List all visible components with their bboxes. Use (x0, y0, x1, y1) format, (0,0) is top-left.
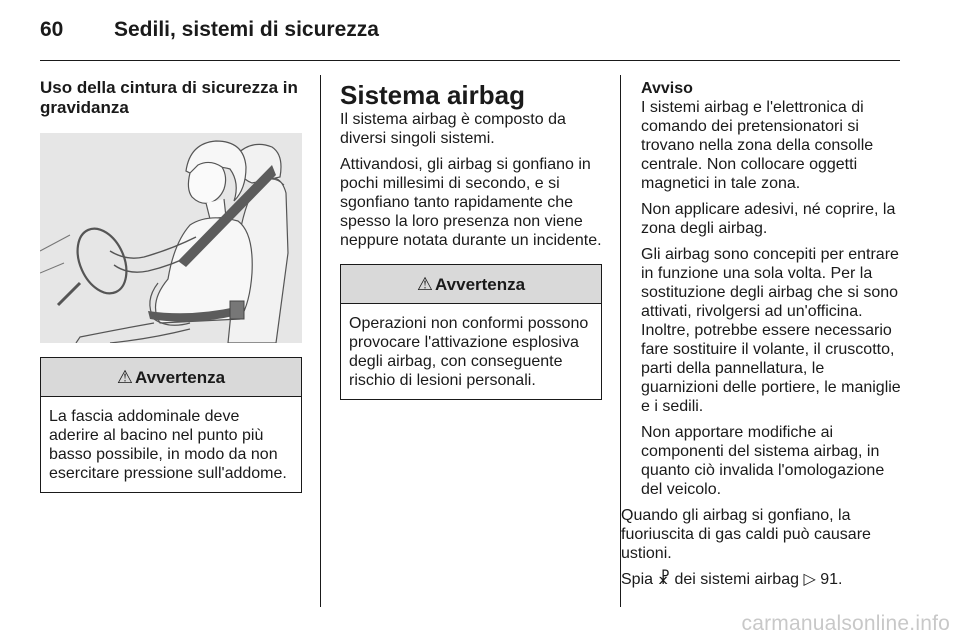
warning-box-text: Operazioni non conformi possono provocare l'attivazione esplosiva degli airbag, con conseguente rischio di lesioni personali. (349, 315, 589, 389)
section-heading-pregnancy: Uso della cintura di sicurezza in gravidanza (40, 78, 298, 117)
warning-box-text: La fascia addominale deve aderire al bacino nel punto più basso possibile, in modo da non esercitare pressione sull'addome. (49, 408, 287, 482)
notice-paragraph-2: Non applicare adesivi, né coprire, la zona degli airbag. (641, 201, 896, 237)
warning-box-airbag (340, 264, 602, 400)
airbag-deploy-paragraph: Attivandosi, gli airbag si gonfiano in pochi millesimi di secondo, e si sgonfiano tanto rapidamente che spesso la loro presenza non viene neppure notata durante un incidente. (340, 156, 602, 249)
warning-triangle-icon: ⚠ (416, 273, 434, 294)
warning-box-title: Avvertenza (435, 274, 526, 294)
site-watermark: carmanualsonline.info (741, 612, 950, 635)
indicator-ref-mid: dei sistemi airbag (674, 571, 799, 588)
notice-paragraph-3: Gli airbag sono concepiti per entrare in funzione una sola volta. Per la sostituzione degli airbag che si sono attivati, rivolgersi ad un'officina. Inoltre, potrebbe essere necessario fare sostituire il volante, il cruscotto, parti della pannellatura, le guarnizioni delle portiere, le maniglie e i sedili. (641, 246, 901, 415)
page-title: Sedili, sistemi di sicurezza (114, 18, 379, 41)
page-reference-arrow-icon: ▷ (803, 571, 816, 588)
middle-column (340, 80, 602, 400)
notice-label: Avviso (641, 80, 693, 97)
warning-box-header (341, 265, 601, 304)
section-heading-airbag: Sistema airbag (340, 80, 525, 110)
airbag-intro-paragraph: Il sistema airbag è composto da diversi singoli sistemi. (340, 111, 566, 147)
pregnant-seatbelt-illustration (40, 133, 302, 343)
warning-triangle-icon: ⚠ (116, 366, 134, 387)
airbag-indicator-icon: ☧ (657, 571, 671, 588)
notice-block (621, 79, 904, 499)
page-number: 60 (40, 18, 64, 41)
hot-gas-paragraph: Quando gli airbag si gonfiano, la fuoriuscita di gas caldi può causare ustioni. (621, 507, 871, 562)
left-column (40, 78, 302, 493)
right-column (621, 79, 904, 589)
column-divider-left (320, 75, 321, 607)
warning-box-header (41, 358, 301, 397)
page-reference-link[interactable]: 91. (820, 571, 843, 588)
notice-paragraph-1: I sistemi airbag e l'elettronica di comando dei pretensionatori si trovano nella zona della consolle centrale. Non collocare oggetti magnetici in tale zona. (641, 99, 874, 192)
indicator-reference-paragraph (621, 570, 904, 589)
indicator-ref-start: Spia (621, 571, 654, 588)
warning-box-pregnancy (40, 357, 302, 493)
warning-box-title: Avvertenza (135, 367, 226, 387)
illustration-drawing (40, 133, 302, 343)
notice-paragraph-4: Non apportare modifiche ai componenti del sistema airbag, in quanto ciò invalida l'omologazione del veicolo. (641, 424, 885, 498)
header-divider (40, 60, 900, 61)
